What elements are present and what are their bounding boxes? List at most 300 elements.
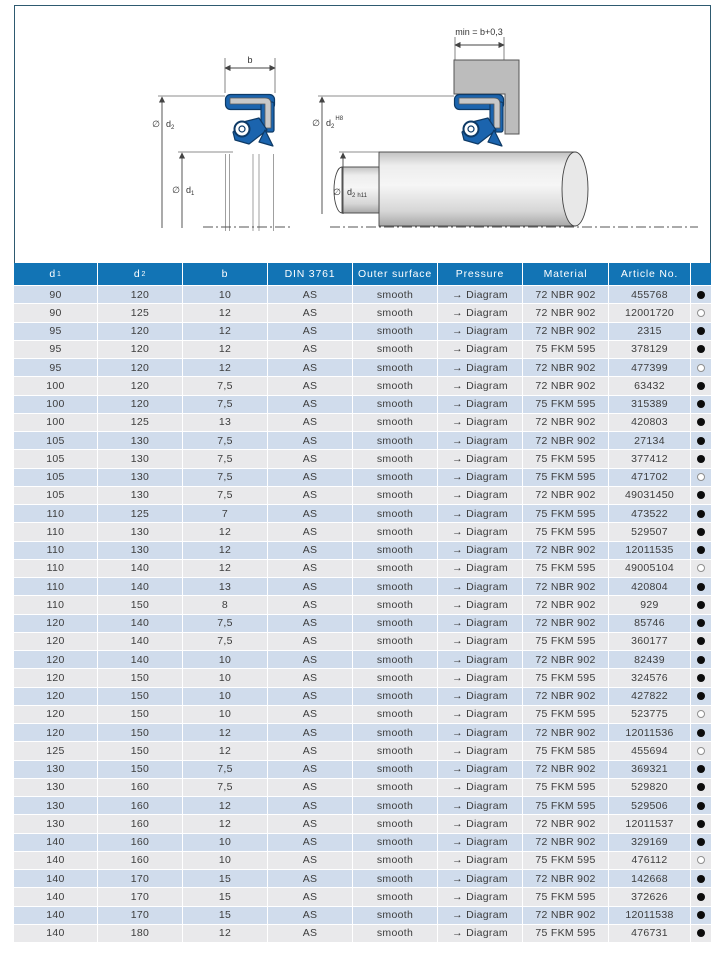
- diameter-symbol: ∅: [152, 119, 160, 129]
- table-cell: AS: [268, 450, 352, 467]
- table-row: [14, 870, 711, 887]
- table-row: [14, 615, 711, 632]
- table-cell: smooth: [353, 688, 437, 705]
- table-cell: smooth: [353, 396, 437, 413]
- availability-dot-cell: [691, 487, 711, 504]
- table-header-row: [14, 263, 711, 285]
- table-row: [14, 523, 711, 540]
- table-cell: 360177: [609, 633, 690, 650]
- table-cell: 140: [98, 633, 182, 650]
- table-cell: → Diagram: [438, 761, 522, 778]
- table-row: [14, 688, 711, 705]
- table-cell: AS: [268, 542, 352, 559]
- table-cell: AS: [268, 815, 352, 832]
- table-cell: 105: [14, 432, 97, 449]
- table-cell: smooth: [353, 469, 437, 486]
- table-cell: smooth: [353, 560, 437, 577]
- table-row: [14, 286, 711, 303]
- table-cell: 100: [14, 414, 97, 431]
- table-cell: 110: [14, 542, 97, 559]
- table-cell: AS: [268, 323, 352, 340]
- table-cell: → Diagram: [438, 688, 522, 705]
- table-cell: 75 FKM 585: [523, 742, 608, 759]
- table-cell: 10: [183, 286, 267, 303]
- availability-dot-cell: [691, 377, 711, 394]
- table-cell: 15: [183, 888, 267, 905]
- table-cell: → Diagram: [438, 779, 522, 796]
- table-cell: AS: [268, 852, 352, 869]
- table-cell: 150: [98, 669, 182, 686]
- table-cell: 130: [14, 761, 97, 778]
- seal-installation-diagram: [305, 12, 705, 237]
- table-cell: smooth: [353, 615, 437, 632]
- column-header: DIN 3761: [268, 263, 352, 285]
- table-cell: 72 NBR 902: [523, 432, 608, 449]
- table-cell: 82439: [609, 651, 690, 668]
- table-cell: → Diagram: [438, 505, 522, 522]
- table-cell: 120: [14, 615, 97, 632]
- table-cell: → Diagram: [438, 925, 522, 942]
- table-cell: 10: [183, 688, 267, 705]
- table-cell: 12: [183, 304, 267, 321]
- table-row: [14, 578, 711, 595]
- availability-dot: [697, 802, 705, 810]
- table-cell: AS: [268, 907, 352, 924]
- availability-dot: [697, 783, 705, 791]
- width-b-label: b: [247, 55, 253, 65]
- table-cell: 142668: [609, 870, 690, 887]
- table-cell: 140: [14, 834, 97, 851]
- availability-dot-cell: [691, 907, 711, 924]
- column-header: Material: [523, 263, 608, 285]
- table-cell: 130: [98, 432, 182, 449]
- table-cell: AS: [268, 304, 352, 321]
- availability-dot-cell: [691, 286, 711, 303]
- table-cell: 140: [14, 925, 97, 942]
- table-cell: smooth: [353, 870, 437, 887]
- table-cell: 12: [183, 925, 267, 942]
- table-cell: → Diagram: [438, 651, 522, 668]
- table-cell: 160: [98, 779, 182, 796]
- table-cell: 150: [98, 724, 182, 741]
- availability-dot: [697, 856, 705, 864]
- table-cell: 150: [98, 706, 182, 723]
- table-cell: 75 FKM 595: [523, 633, 608, 650]
- table-cell: 160: [98, 797, 182, 814]
- table-cell: 476112: [609, 852, 690, 869]
- availability-dot: [697, 546, 705, 554]
- table-cell: 72 NBR 902: [523, 323, 608, 340]
- availability-dot: [697, 528, 705, 536]
- availability-dot-cell: [691, 304, 711, 321]
- table-cell: smooth: [353, 761, 437, 778]
- table-cell: AS: [268, 432, 352, 449]
- table-cell: 15: [183, 907, 267, 924]
- table-cell: 329169: [609, 834, 690, 851]
- availability-dot: [697, 710, 705, 718]
- table-cell: 120: [98, 377, 182, 394]
- table-cell: 125: [98, 505, 182, 522]
- table-cell: 120: [14, 633, 97, 650]
- availability-dot-cell: [691, 359, 711, 376]
- availability-dot-cell: [691, 888, 711, 905]
- table-cell: → Diagram: [438, 523, 522, 540]
- table-cell: 7,5: [183, 432, 267, 449]
- table-cell: 12: [183, 724, 267, 741]
- table-cell: 120: [14, 669, 97, 686]
- table-cell: 72 NBR 902: [523, 615, 608, 632]
- table-cell: 120: [14, 706, 97, 723]
- table-cell: 420803: [609, 414, 690, 431]
- table-cell: 95: [14, 323, 97, 340]
- availability-dot: [697, 692, 705, 700]
- availability-dot-cell: [691, 523, 711, 540]
- table-row: [14, 633, 711, 650]
- availability-dot-cell: [691, 669, 711, 686]
- table-cell: 72 NBR 902: [523, 651, 608, 668]
- table-cell: 150: [98, 688, 182, 705]
- table-cell: AS: [268, 742, 352, 759]
- availability-dot-cell: [691, 852, 711, 869]
- availability-dot: [697, 291, 705, 299]
- table-cell: 75 FKM 595: [523, 706, 608, 723]
- table-row: [14, 396, 711, 413]
- table-cell: 110: [14, 578, 97, 595]
- table-cell: AS: [268, 596, 352, 613]
- column-header: [691, 263, 711, 285]
- table-cell: 120: [98, 286, 182, 303]
- availability-dot: [697, 820, 705, 828]
- table-cell: 315389: [609, 396, 690, 413]
- shaft-d2-h11-label: $d_2$ h11: [347, 187, 367, 199]
- table-cell: 12011538: [609, 907, 690, 924]
- table-cell: 523775: [609, 706, 690, 723]
- table-cell: 10: [183, 669, 267, 686]
- table-cell: 7,5: [183, 487, 267, 504]
- table-cell: 150: [98, 742, 182, 759]
- table-cell: → Diagram: [438, 560, 522, 577]
- availability-dot: [697, 437, 705, 445]
- table-cell: AS: [268, 669, 352, 686]
- table-cell: 13: [183, 578, 267, 595]
- table-cell: 140: [14, 870, 97, 887]
- table-cell: AS: [268, 414, 352, 431]
- diameter-symbol: ∅: [172, 185, 180, 195]
- table-cell: smooth: [353, 304, 437, 321]
- table-cell: → Diagram: [438, 615, 522, 632]
- table-cell: 455768: [609, 286, 690, 303]
- bore-d2-h8-label: $d_2^{H8}$: [326, 116, 344, 130]
- availability-dot-cell: [691, 870, 711, 887]
- availability-dot-cell: [691, 341, 711, 358]
- table-cell: 120: [14, 688, 97, 705]
- table-cell: 72 NBR 902: [523, 870, 608, 887]
- table-cell: smooth: [353, 505, 437, 522]
- table-cell: 72 NBR 902: [523, 834, 608, 851]
- table-cell: AS: [268, 396, 352, 413]
- table-cell: 160: [98, 834, 182, 851]
- table-cell: 10: [183, 706, 267, 723]
- table-cell: 95: [14, 341, 97, 358]
- table-cell: 75 FKM 595: [523, 925, 608, 942]
- table-cell: 12: [183, 742, 267, 759]
- table-cell: → Diagram: [438, 870, 522, 887]
- column-header: Pressure: [438, 263, 522, 285]
- d1-label: $d_1$: [186, 185, 195, 197]
- shaft-cylinder: [379, 152, 575, 226]
- availability-dot-cell: [691, 560, 711, 577]
- table-row: [14, 304, 711, 321]
- table-cell: 72 NBR 902: [523, 286, 608, 303]
- table-cell: 140: [14, 888, 97, 905]
- table-cell: 130: [98, 469, 182, 486]
- table-cell: smooth: [353, 669, 437, 686]
- table-cell: 529506: [609, 797, 690, 814]
- table-cell: → Diagram: [438, 633, 522, 650]
- table-cell: 100: [14, 377, 97, 394]
- availability-dot: [697, 911, 705, 919]
- table-cell: smooth: [353, 907, 437, 924]
- table-cell: 7,5: [183, 615, 267, 632]
- table-row: [14, 596, 711, 613]
- table-cell: 7,5: [183, 779, 267, 796]
- table-row: [14, 815, 711, 832]
- table-cell: AS: [268, 505, 352, 522]
- column-header: b: [183, 263, 267, 285]
- table-cell: smooth: [353, 542, 437, 559]
- table-cell: 140: [14, 852, 97, 869]
- diameter-symbol: ∅: [333, 187, 341, 197]
- table-cell: 180: [98, 925, 182, 942]
- table-row: [14, 323, 711, 340]
- table-cell: 12: [183, 815, 267, 832]
- table-cell: 72 NBR 902: [523, 377, 608, 394]
- table-cell: → Diagram: [438, 414, 522, 431]
- table-cell: smooth: [353, 432, 437, 449]
- table-cell: 170: [98, 907, 182, 924]
- column-header: d 1: [14, 263, 97, 285]
- table-cell: 369321: [609, 761, 690, 778]
- availability-dot: [697, 400, 705, 408]
- table-cell: smooth: [353, 852, 437, 869]
- availability-dot-cell: [691, 688, 711, 705]
- table-row: [14, 359, 711, 376]
- table-cell: 130: [98, 450, 182, 467]
- table-cell: 75 FKM 595: [523, 797, 608, 814]
- table-cell: AS: [268, 560, 352, 577]
- availability-dot-cell: [691, 323, 711, 340]
- table-cell: → Diagram: [438, 852, 522, 869]
- availability-dot-cell: [691, 450, 711, 467]
- table-cell: AS: [268, 761, 352, 778]
- table-cell: 130: [98, 487, 182, 504]
- table-cell: 8: [183, 596, 267, 613]
- table-cell: AS: [268, 633, 352, 650]
- table-cell: → Diagram: [438, 450, 522, 467]
- table-cell: 75 FKM 595: [523, 450, 608, 467]
- table-cell: → Diagram: [438, 578, 522, 595]
- availability-dot-cell: [691, 542, 711, 559]
- availability-dot-cell: [691, 633, 711, 650]
- table-cell: → Diagram: [438, 487, 522, 504]
- table-cell: smooth: [353, 377, 437, 394]
- table-cell: 427822: [609, 688, 690, 705]
- table-cell: 477399: [609, 359, 690, 376]
- table-cell: 72 NBR 902: [523, 487, 608, 504]
- table-cell: → Diagram: [438, 542, 522, 559]
- table-cell: 12: [183, 797, 267, 814]
- table-cell: → Diagram: [438, 888, 522, 905]
- table-cell: → Diagram: [438, 669, 522, 686]
- table-cell: → Diagram: [438, 304, 522, 321]
- table-cell: AS: [268, 651, 352, 668]
- table-row: [14, 377, 711, 394]
- table-cell: smooth: [353, 651, 437, 668]
- table-cell: AS: [268, 797, 352, 814]
- table-cell: 110: [14, 560, 97, 577]
- table-cell: 125: [98, 304, 182, 321]
- table-cell: 7,5: [183, 450, 267, 467]
- table-cell: 529820: [609, 779, 690, 796]
- availability-dot-cell: [691, 815, 711, 832]
- availability-dot-cell: [691, 724, 711, 741]
- table-cell: 150: [98, 761, 182, 778]
- table-cell: 95: [14, 359, 97, 376]
- availability-dot: [697, 510, 705, 518]
- availability-dot: [697, 838, 705, 846]
- table-cell: 12011535: [609, 542, 690, 559]
- table-cell: 130: [14, 815, 97, 832]
- table-cell: → Diagram: [438, 286, 522, 303]
- table-cell: 110: [14, 523, 97, 540]
- table-cell: 72 NBR 902: [523, 724, 608, 741]
- table-cell: 120: [98, 323, 182, 340]
- availability-dot: [697, 382, 705, 390]
- table-cell: 110: [14, 596, 97, 613]
- table-cell: 72 NBR 902: [523, 761, 608, 778]
- table-cell: smooth: [353, 523, 437, 540]
- table-cell: smooth: [353, 834, 437, 851]
- table-cell: smooth: [353, 706, 437, 723]
- table-row: [14, 706, 711, 723]
- table-cell: 90: [14, 286, 97, 303]
- table-row: [14, 724, 711, 741]
- table-cell: 125: [98, 414, 182, 431]
- table-cell: 27134: [609, 432, 690, 449]
- availability-dot: [697, 875, 705, 883]
- table-cell: 75 FKM 595: [523, 505, 608, 522]
- table-cell: 105: [14, 487, 97, 504]
- table-cell: AS: [268, 870, 352, 887]
- availability-dot-cell: [691, 414, 711, 431]
- availability-dot-cell: [691, 396, 711, 413]
- table-cell: 72 NBR 902: [523, 815, 608, 832]
- table-cell: 378129: [609, 341, 690, 358]
- table-cell: 12001720: [609, 304, 690, 321]
- table-row: [14, 925, 711, 942]
- table-cell: 75 FKM 595: [523, 669, 608, 686]
- table-cell: 140: [98, 615, 182, 632]
- table-row: [14, 414, 711, 431]
- table-cell: 90: [14, 304, 97, 321]
- table-cell: 7,5: [183, 396, 267, 413]
- table-cell: 12011536: [609, 724, 690, 741]
- table-cell: smooth: [353, 815, 437, 832]
- table-cell: 160: [98, 852, 182, 869]
- availability-dot: [697, 473, 705, 481]
- table-cell: smooth: [353, 359, 437, 376]
- table-cell: → Diagram: [438, 396, 522, 413]
- table-row: [14, 852, 711, 869]
- table-cell: 140: [98, 578, 182, 595]
- table-row: [14, 834, 711, 851]
- table-cell: smooth: [353, 323, 437, 340]
- table-cell: 100: [14, 396, 97, 413]
- table-cell: 7,5: [183, 761, 267, 778]
- table-cell: 49005104: [609, 560, 690, 577]
- table-cell: AS: [268, 286, 352, 303]
- table-cell: 75 FKM 595: [523, 560, 608, 577]
- table-cell: → Diagram: [438, 797, 522, 814]
- table-cell: 12: [183, 323, 267, 340]
- spec-table: [14, 263, 711, 942]
- table-cell: AS: [268, 523, 352, 540]
- table-row: [14, 907, 711, 924]
- table-cell: AS: [268, 925, 352, 942]
- table-cell: 72 NBR 902: [523, 304, 608, 321]
- table-cell: 12: [183, 560, 267, 577]
- table-cell: AS: [268, 377, 352, 394]
- table-cell: 75 FKM 595: [523, 341, 608, 358]
- availability-dot-cell: [691, 834, 711, 851]
- table-cell: smooth: [353, 341, 437, 358]
- table-cell: smooth: [353, 742, 437, 759]
- table-cell: 929: [609, 596, 690, 613]
- table-row: [14, 487, 711, 504]
- availability-dot: [697, 455, 705, 463]
- table-cell: 72 NBR 902: [523, 414, 608, 431]
- table-cell: 7,5: [183, 377, 267, 394]
- table-cell: 130: [98, 523, 182, 540]
- availability-dot: [697, 309, 705, 317]
- table-cell: 63432: [609, 377, 690, 394]
- availability-dot-cell: [691, 706, 711, 723]
- table-cell: 10: [183, 834, 267, 851]
- table-cell: 372626: [609, 888, 690, 905]
- table-cell: 2315: [609, 323, 690, 340]
- table-cell: AS: [268, 359, 352, 376]
- table-cell: 120: [14, 651, 97, 668]
- availability-dot: [697, 674, 705, 682]
- table-cell: → Diagram: [438, 706, 522, 723]
- table-cell: 120: [98, 396, 182, 413]
- table-cell: 150: [98, 596, 182, 613]
- column-header: d 2: [98, 263, 182, 285]
- table-cell: 455694: [609, 742, 690, 759]
- table-cell: smooth: [353, 414, 437, 431]
- table-row: [14, 779, 711, 796]
- table-cell: 7,5: [183, 469, 267, 486]
- table-cell: 130: [98, 542, 182, 559]
- table-cell: 140: [98, 651, 182, 668]
- table-row: [14, 542, 711, 559]
- availability-dot-cell: [691, 578, 711, 595]
- table-cell: 85746: [609, 615, 690, 632]
- table-cell: 72 NBR 902: [523, 596, 608, 613]
- table-cell: → Diagram: [438, 341, 522, 358]
- table-row: [14, 560, 711, 577]
- table-cell: smooth: [353, 797, 437, 814]
